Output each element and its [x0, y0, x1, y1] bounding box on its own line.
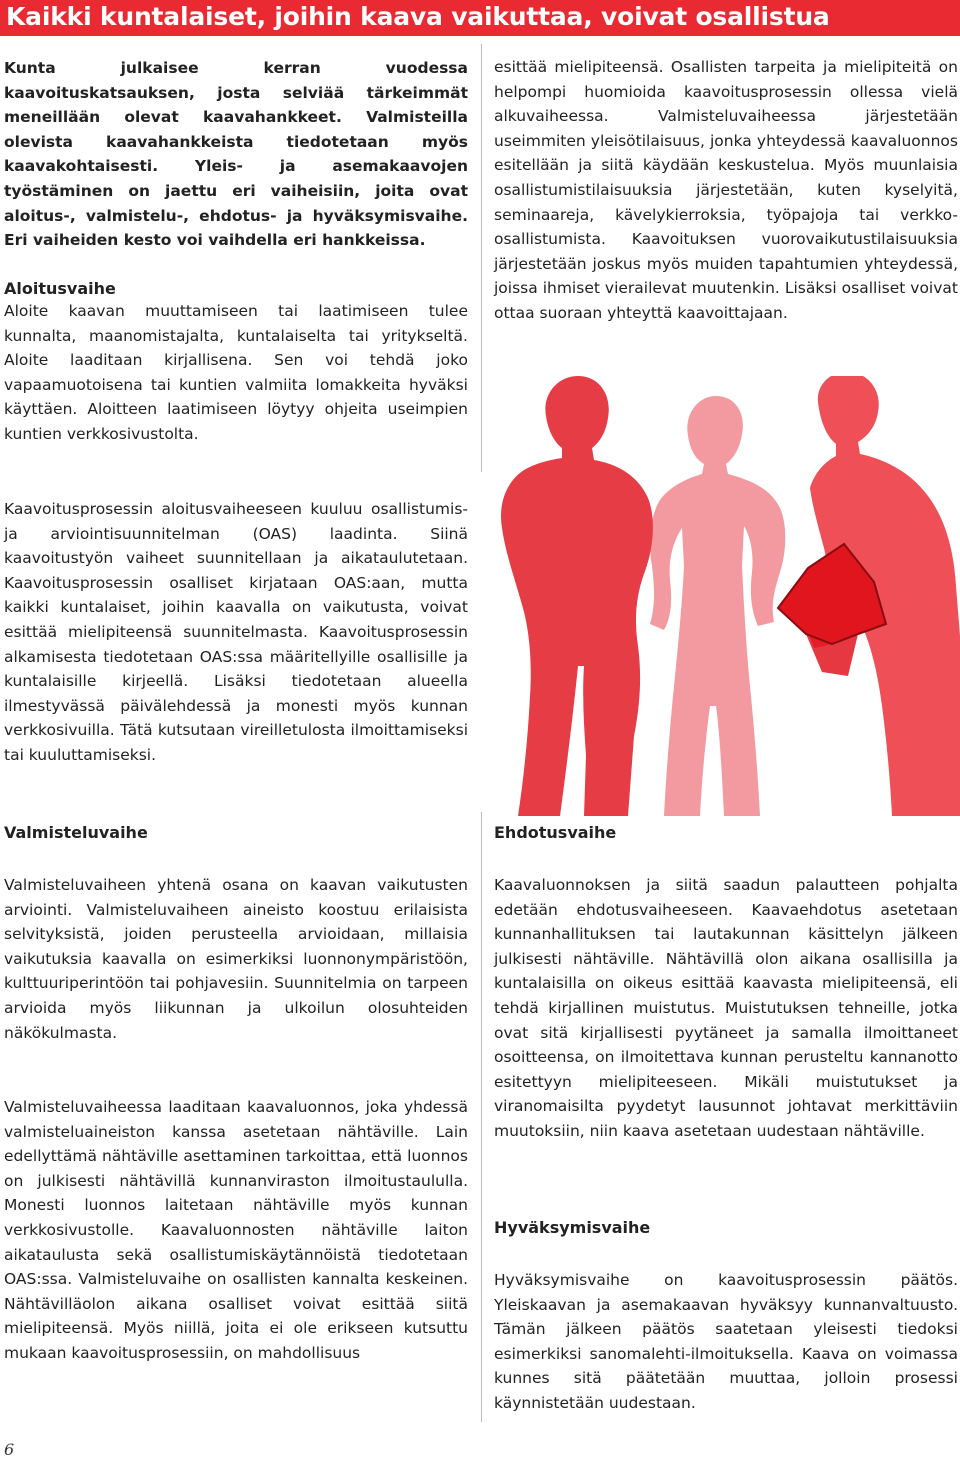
hyvaksymis-paragraph-1: Hyväksymisvaihe on kaavoitusprosessin päätös. Yleiskaavan ja asemakaavan hyväksyy kunnanvaltuusto. Tämän jälkeen päätös saatetaan yleisesti tiedoksi esimerkiksi sanomalehti-ilmoituksella. Kaava on voimassa kunnes sitä päätetään muuttaa, jolloin prosessi käynnistetään uudestaan.	[494, 1271, 958, 1412]
heading-hyvaksymisvaihe: Hyväksymisvaihe	[494, 1218, 651, 1237]
column-divider	[481, 812, 482, 1422]
figure-middle	[650, 396, 785, 816]
heading-valmisteluvaihe: Valmisteluvaihe	[4, 823, 148, 842]
lead-text: Kunta julkaisee kerran vuodessa kaavoituskatsauksen, josta selviää tärkeimmät meneillään olevat kaavahankkeet. Valmisteilla olevista kaavahankkeista tiedotetaan myös kaavakohtaisesti. Yleis- ja asemakaavojen työstäminen on jaettu eri vaiheisiin, joita ovat aloitus-, valmistelu-, ehdotus- ja hyväksymisvaihe. Eri vaiheiden kesto voi vaihdella eri hankkeissa.	[4, 59, 468, 250]
page-number: 6	[4, 1440, 15, 1459]
valmistelu-section	[4, 873, 468, 1045]
aloitus-paragraph-2: Kaavoitusprosessin aloitusvaiheeseen kuuluu osallistumis- ja arviointisuunnitelman (OAS) laadinta. Siinä kaavoitustyön vaiheet suunnitellaan ja aikataulutetaan. Kaavoitusprosessin osalliset kirjataan OAS:aan, mutta kaikki kuntalaiset, joihin kaavalla on vaikutusta, voivat esittää mielipiteensä suunnitelmasta. Kaavoitusprosessin alkamisesta tiedotetaan OAS:ssa määritellyille osallisille ja kuntalaisille kirjeellä. Lisäksi tiedotetaan alueella ilmestyvässä päivälehdessä ja monesti myös kunnan verkkosivuilla. Tätä kutsutaan vireilletulosta ilmoittamiseksi tai kuuluttamiseksi.	[4, 500, 468, 764]
column-divider	[481, 44, 482, 472]
hyvaksymis-section	[494, 1268, 958, 1416]
title-bar	[0, 0, 960, 36]
figure-left	[501, 376, 653, 816]
aloitus-paragraph-1: Aloite kaavan muuttamiseen tai laatimiseen tulee kunnalta, maanomistajalta, kuntalaiselta tai yritykseltä. Aloite laaditaan kirjallisena. Sen voi tehdä joko vapaamuotoisena tai kuntien valmiita lomakkeita hyväksi käyttäen. Aloitteen laatimiseen löytyy ohjeita useimpien kuntien verkkosivustolta.	[4, 302, 468, 443]
aloitus-section-2	[4, 497, 468, 768]
ehdotus-paragraph-1: Kaavaluonnoksen ja siitä saadun palautteen pohjalta edetään ehdotusvaiheeseen. Kaavaehdotus asetetaan kunnanhallituksen tai lautakunnan käsittelyn jälkeen julkisesti nähtäville. Nähtävillä olon aikana osallisilla ja kuntalaisilla on oikeus esittää kaavasta mielipiteensä, eli tehdä kirjallinen muistutus. Muistutuksen tehneille, jotka ovat sitä kirjallisesti pyytäneet ja samalla ilmoittaneet osoitteensa, on ilmoitettava kunnan perusteltu kannanotto esitettyyn mielipiteeseen. Mikäli muistutukset ja viranomaisilta pyydetyt lausunnot johtavat merkittäviin muutoksiin, niin kaava asetetaan uudestaan nähtäville.	[494, 876, 958, 1140]
valmistelu-section-2	[4, 1095, 468, 1366]
right-top-paragraph: esittää mielipiteensä. Osallisten tarpeita ja mielipiteitä on helpompi huomioida kaavoitusprosessin ollessa vielä alkuvaiheessa. Valmisteluvaiheessa järjestetään useimmiten yleisötilaisuus, jonka yhteydessä kaavaluonnos esitellään ja siitä käydään keskustelua. Myös muunlaisia osallistumistilaisuuksia järjestetään, kuten kyselyitä, seminaareja, kävelykierroksia, työpajoja tai verkko-osallistumista. Kaavoituksen vuorovaikutustilaisuuksia järjestetään joskus myös muiden tapahtumien yhteydessä, joissa ihmiset vierailevat muutenkin. Lisäksi osalliset voivat ottaa suoraan yhteyttä kaavoittajaan.	[494, 58, 958, 322]
lead-paragraph	[4, 56, 468, 253]
people-illustration	[488, 376, 960, 816]
aloitus-section	[4, 299, 468, 447]
page-title: Kaikki kuntalaiset, joihin kaava vaikuttaa, voivat osallistua	[6, 2, 830, 31]
valmistelu-continuation	[494, 55, 958, 326]
heading-aloitusvaihe: Aloitusvaihe	[4, 279, 116, 298]
valmistelu-paragraph-2: Valmisteluvaiheessa laaditaan kaavaluonnos, joka yhdessä valmisteluaineiston kanssa asetetaan nähtäville. Lain edellyttämä nähtäville asettaminen tarkoittaa, että luonnos on julkisesti nähtävillä kunnanviraston ilmoitustaululla. Monesti luonnos laitetaan nähtäville myös kunnan verkkosivustolle. Kaavaluonnosten nähtäville laiton aikataulusta sekä osallistumiskäytännöistä tiedotetaan OAS:ssa. Valmisteluvaihe on osallisten kannalta keskeinen. Nähtävilläolon aikana osalliset voivat esittää siitä mielipiteensä. Myös niillä, joita ei ole erikseen kutsuttu mukaan kaavoitusprosessiin, on mahdollisuus	[4, 1098, 468, 1362]
valmistelu-paragraph-1: Valmisteluvaiheen yhtenä osana on kaavan vaikutusten arviointi. Valmisteluvaiheen aineisto koostuu erilaisista selvityksistä, joiden perusteella arvioidaan, millaisia vaikutuksia kaavalla on esimerkiksi luonnonympäristöön, kulttuuriperintöön tai pohjavesiin. Suunnitelmia on tarpeen arvioida myös liikunnan ja ulkoilun olosuhteiden näkökulmasta.	[4, 876, 468, 1042]
heading-ehdotusvaihe: Ehdotusvaihe	[494, 823, 617, 842]
ehdotus-section	[494, 873, 958, 1144]
